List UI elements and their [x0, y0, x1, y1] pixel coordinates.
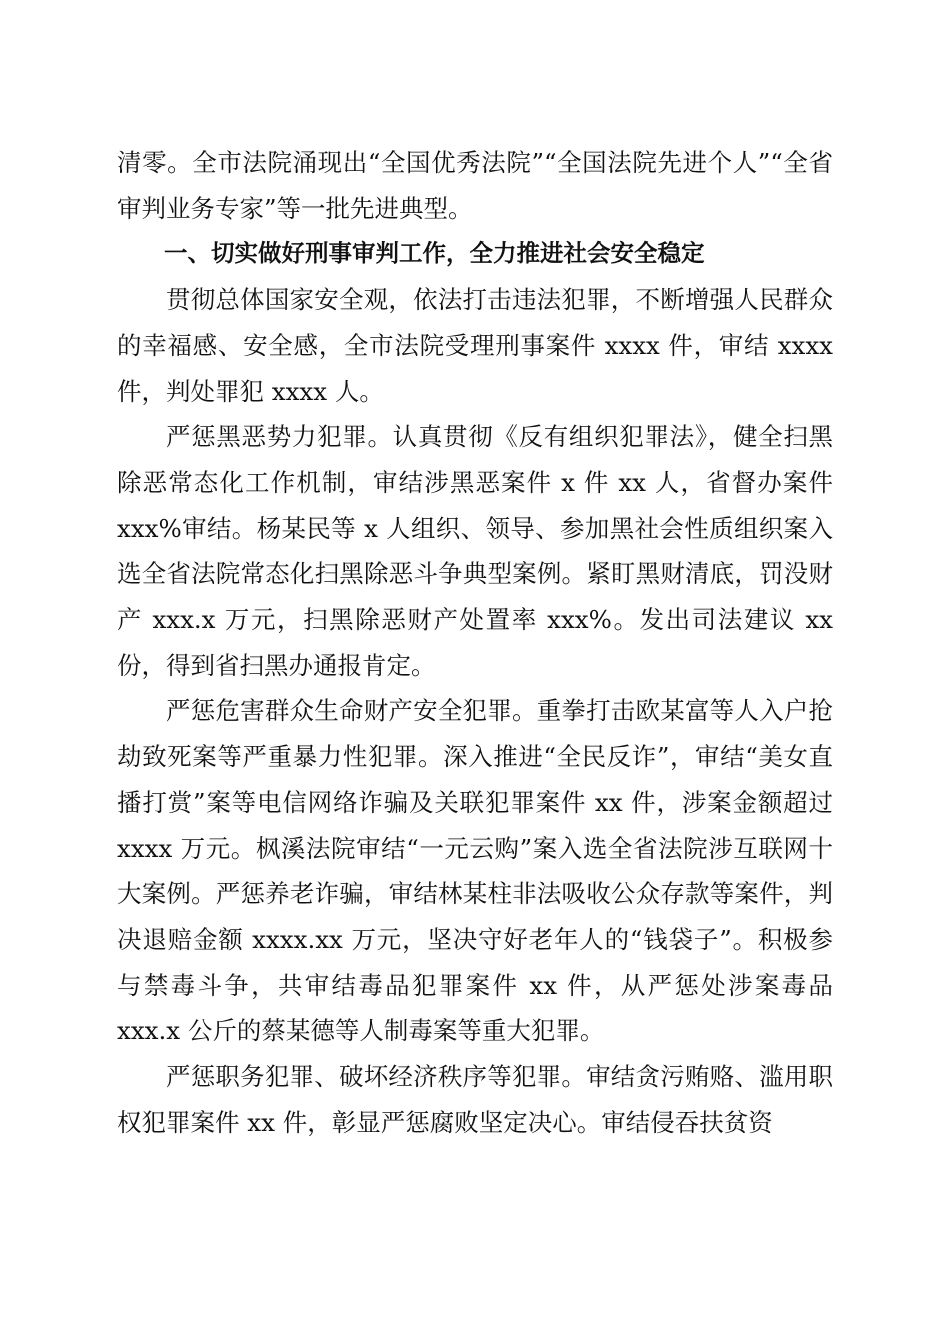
paragraph-gang-crime: 严惩黑恶势力犯罪。认真贯彻《反有组织犯罪法》，健全扫黑除恶常态化工作机制，审结涉黑恶案件 x 件 xx 人，省督办案件 xxx%审结。杨某民等 x 人组织、领导、参加黑社会性质组织案入选全省法院常态化扫黑除恶斗争典型案例。紧盯黑财清底，罚没财产 xxx.x 万元，扫黑除恶财产处置率 xxx%。发出司法建议 xx 份，得到省扫黑办通报肯定。 — [117, 422, 833, 680]
section-heading: 一、切实做好刑事审判工作，全力推进社会安全稳定 — [164, 239, 705, 268]
paragraph-public-safety-crime: 严惩危害群众生命财产安全犯罪。重拳打击欧某富等人入户抢劫致死案等严重暴力性犯罪。深入推进“全民反诈”，审结“美女直播打赏”案等电信网络诈骗及关联犯罪案件 xx 件，涉案金额超过 xxxx 万元。枫溪法院审结“一元云购”案入选全省法院涉互联网十大案例。严惩养老诈骗，审结林某柱非法吸收公众存款等案件，判决退赔金额 xxxx.xx 万元，坚决守好老年人的“钱袋子”。积极参与禁毒斗争，共审结毒品犯罪案件 xx 件，从严惩处涉案毒品 xxx.x 公斤的蔡某德等人制毒案等重大犯罪。 — [117, 696, 833, 1046]
paragraph-intro: 贯彻总体国家安全观，依法打击违法犯罪，不断增强人民群众的幸福感、安全感，全市法院受理刑事案件 xxxx 件，审结 xxxx 件，判处罪犯 xxxx 人。 — [117, 285, 833, 406]
paragraph-continuation: 清零。全市法院涌现出“全国优秀法院”“全国法院先进个人”“全省审判业务专家”等一批先进典型。 — [117, 148, 833, 223]
document-body — [117, 140, 833, 1145]
paragraph-duty-crime: 严惩职务犯罪、破坏经济秩序等犯罪。审结贪污贿赂、滥用职权犯罪案件 xx 件，彰显严惩腐败坚定决心。审结侵吞扶贫资 — [117, 1062, 833, 1137]
